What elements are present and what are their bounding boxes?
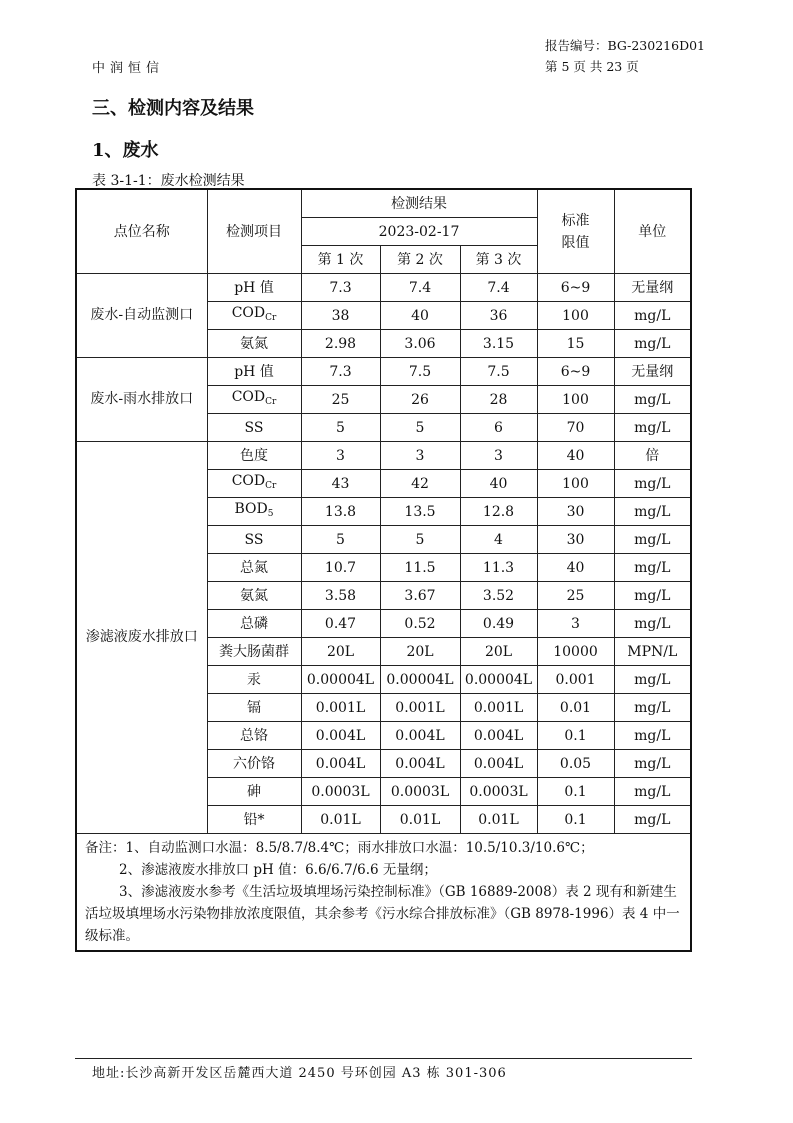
result-3-cell: 0.004L xyxy=(460,750,537,778)
item-subscript: Cr xyxy=(265,397,277,407)
standard-cell: 3 xyxy=(537,610,614,638)
item-name: 氨氮 xyxy=(240,587,268,604)
result-2-cell: 40 xyxy=(380,302,460,330)
table-caption: 表 3-1-1：废水检测结果 xyxy=(92,173,245,189)
item-cell xyxy=(207,386,301,414)
result-2-cell: 0.001L xyxy=(380,694,460,722)
result-2-cell: 0.01L xyxy=(380,806,460,834)
unit-cell: mg/L xyxy=(614,806,691,834)
item-name: 汞 xyxy=(247,671,261,688)
location-cell: 废水-自动监测口 xyxy=(76,274,207,358)
standard-cell: 25 xyxy=(537,582,614,610)
item-subscript: 5 xyxy=(267,509,274,519)
header-run-1: 第 1 次 xyxy=(301,246,380,274)
standard-cell: 30 xyxy=(537,498,614,526)
footer-address: 地址:长沙高新开发区岳麓西大道 2450 号环创园 A3 栋 301-306 xyxy=(92,1066,507,1081)
unit-cell: mg/L xyxy=(614,526,691,554)
footer-divider xyxy=(75,1058,692,1059)
unit-cell: mg/L xyxy=(614,694,691,722)
note-line1: 备注：1、自动监测口水温：8.5/8.7/8.4℃；雨水排放口水温：10.5/10.3/10.6℃； xyxy=(85,840,594,856)
item-cell xyxy=(207,470,301,498)
item-cell xyxy=(207,330,301,358)
result-2-cell: 11.5 xyxy=(380,554,460,582)
results-table-wrapper xyxy=(75,188,690,952)
unit-cell: mg/L xyxy=(614,778,691,806)
result-2-cell: 0.004L xyxy=(380,750,460,778)
standard-cell: 0.05 xyxy=(537,750,614,778)
item-cell xyxy=(207,694,301,722)
result-2-cell: 5 xyxy=(380,526,460,554)
result-3-cell: 20L xyxy=(460,638,537,666)
location-cell: 废水-雨水排放口 xyxy=(76,358,207,442)
item-cell xyxy=(207,302,301,330)
result-1-cell: 5 xyxy=(301,414,380,442)
result-1-cell: 7.3 xyxy=(301,274,380,302)
standard-cell: 10000 xyxy=(537,638,614,666)
result-1-cell: 0.0003L xyxy=(301,778,380,806)
result-2-cell: 0.52 xyxy=(380,610,460,638)
item-cell xyxy=(207,778,301,806)
table-row xyxy=(76,358,691,386)
item-cell xyxy=(207,358,301,386)
result-2-cell: 0.0003L xyxy=(380,778,460,806)
standard-cell: 6~9 xyxy=(537,358,614,386)
notes-row xyxy=(76,834,691,952)
unit-cell: 无量纲 xyxy=(614,358,691,386)
item-name: COD xyxy=(231,305,266,321)
result-3-cell: 7.4 xyxy=(460,274,537,302)
sub-title: 1、废水 xyxy=(92,140,159,161)
item-name: COD xyxy=(231,473,266,489)
unit-cell: mg/L xyxy=(614,302,691,330)
item-name: 粪大肠菌群 xyxy=(219,643,289,660)
item-cell xyxy=(207,666,301,694)
item-cell xyxy=(207,610,301,638)
header-location: 点位名称 xyxy=(76,189,207,274)
standard-cell: 0.1 xyxy=(537,722,614,750)
result-2-cell: 3 xyxy=(380,442,460,470)
result-3-cell: 12.8 xyxy=(460,498,537,526)
unit-cell: mg/L xyxy=(614,330,691,358)
item-cell xyxy=(207,526,301,554)
item-subscript: Cr xyxy=(265,481,277,491)
result-2-cell: 7.5 xyxy=(380,358,460,386)
item-cell xyxy=(207,638,301,666)
unit-cell: mg/L xyxy=(614,610,691,638)
unit-cell: mg/L xyxy=(614,414,691,442)
item-cell xyxy=(207,414,301,442)
result-1-cell: 13.8 xyxy=(301,498,380,526)
item-name: 氨氮 xyxy=(240,335,268,352)
result-1-cell: 38 xyxy=(301,302,380,330)
notes-cell xyxy=(76,834,691,952)
note-line3: 3、渗滤液废水参考《生活垃圾填埋场污染控制标准》（GB 16889-2008）表 2 现有和新建生活垃圾填埋场水污染物排放浓度限值，其余参考《污水综合排放标准》（GB 8978-1996）表 4 中一级标准。 xyxy=(85,884,680,944)
item-name: SS xyxy=(244,419,264,436)
item-name: 砷 xyxy=(247,783,261,800)
section-title: 三、检测内容及结果 xyxy=(92,98,254,119)
item-cell xyxy=(207,582,301,610)
result-3-cell: 11.3 xyxy=(460,554,537,582)
result-3-cell: 3.52 xyxy=(460,582,537,610)
item-cell xyxy=(207,554,301,582)
unit-cell: mg/L xyxy=(614,386,691,414)
item-cell xyxy=(207,498,301,526)
unit-cell: mg/L xyxy=(614,470,691,498)
company-name: 中润恒信 xyxy=(92,61,165,76)
location-cell: 渗滤液废水排放口 xyxy=(76,442,207,834)
item-name: 总氮 xyxy=(240,559,268,576)
item-name: 色度 xyxy=(240,447,268,464)
item-name: pH 值 xyxy=(234,279,274,296)
result-3-cell: 0.49 xyxy=(460,610,537,638)
report-number: 报告编号：BG-230216D01 xyxy=(545,38,706,53)
item-name: SS xyxy=(244,531,264,548)
result-2-cell: 3.67 xyxy=(380,582,460,610)
result-3-cell: 0.01L xyxy=(460,806,537,834)
item-name: BOD xyxy=(234,501,268,517)
result-3-cell: 0.0003L xyxy=(460,778,537,806)
result-3-cell: 0.004L xyxy=(460,722,537,750)
result-1-cell: 0.47 xyxy=(301,610,380,638)
standard-cell: 0.001 xyxy=(537,666,614,694)
item-cell xyxy=(207,806,301,834)
table-row xyxy=(76,442,691,470)
result-3-cell: 0.00004L xyxy=(460,666,537,694)
standard-cell: 6~9 xyxy=(537,274,614,302)
standard-cell: 100 xyxy=(537,386,614,414)
result-2-cell: 3.06 xyxy=(380,330,460,358)
unit-cell: MPN/L xyxy=(614,638,691,666)
result-3-cell: 3 xyxy=(460,442,537,470)
item-subscript: Cr xyxy=(265,313,277,323)
item-name: pH 值 xyxy=(234,363,274,380)
header-date: 2023-02-17 xyxy=(301,218,537,246)
item-name: 铅* xyxy=(243,811,265,828)
result-2-cell: 5 xyxy=(380,414,460,442)
unit-cell: mg/L xyxy=(614,498,691,526)
standard-cell: 0.1 xyxy=(537,778,614,806)
result-1-cell: 0.004L xyxy=(301,750,380,778)
results-table-body xyxy=(76,189,691,951)
standard-cell: 100 xyxy=(537,470,614,498)
header-unit: 单位 xyxy=(614,189,691,274)
result-2-cell: 42 xyxy=(380,470,460,498)
result-3-cell: 40 xyxy=(460,470,537,498)
unit-cell: mg/L xyxy=(614,554,691,582)
result-2-cell: 13.5 xyxy=(380,498,460,526)
page-number: 第 5 页 共 23 页 xyxy=(545,59,639,74)
result-1-cell: 3 xyxy=(301,442,380,470)
item-name: 六价铬 xyxy=(233,755,275,772)
item-name: COD xyxy=(231,389,266,405)
unit-cell: mg/L xyxy=(614,666,691,694)
result-2-cell: 26 xyxy=(380,386,460,414)
result-1-cell: 5 xyxy=(301,526,380,554)
standard-cell: 70 xyxy=(537,414,614,442)
result-3-cell: 28 xyxy=(460,386,537,414)
standard-cell: 30 xyxy=(537,526,614,554)
result-2-cell: 7.4 xyxy=(380,274,460,302)
header-item: 检测项目 xyxy=(207,189,301,274)
result-3-cell: 6 xyxy=(460,414,537,442)
note-line2: 2、渗滤液废水排放口 pH 值：6.6/6.7/6.6 无量纲； xyxy=(119,862,437,878)
results-table xyxy=(75,188,692,952)
result-1-cell: 0.01L xyxy=(301,806,380,834)
result-1-cell: 3.58 xyxy=(301,582,380,610)
standard-cell: 40 xyxy=(537,554,614,582)
standard-cell: 0.1 xyxy=(537,806,614,834)
table-row xyxy=(76,274,691,302)
unit-cell: 无量纲 xyxy=(614,274,691,302)
header-run-3: 第 3 次 xyxy=(460,246,537,274)
header-standard: 标准限值 xyxy=(537,189,614,274)
item-name: 镉 xyxy=(247,699,261,716)
item-cell xyxy=(207,274,301,302)
result-2-cell: 20L xyxy=(380,638,460,666)
result-3-cell: 36 xyxy=(460,302,537,330)
result-1-cell: 20L xyxy=(301,638,380,666)
result-3-cell: 3.15 xyxy=(460,330,537,358)
unit-cell: mg/L xyxy=(614,582,691,610)
standard-cell: 0.01 xyxy=(537,694,614,722)
item-cell xyxy=(207,442,301,470)
result-3-cell: 0.001L xyxy=(460,694,537,722)
result-1-cell: 10.7 xyxy=(301,554,380,582)
item-cell xyxy=(207,750,301,778)
result-3-cell: 4 xyxy=(460,526,537,554)
item-name: 总铬 xyxy=(240,727,268,744)
unit-cell: mg/L xyxy=(614,722,691,750)
standard-cell: 100 xyxy=(537,302,614,330)
result-1-cell: 7.3 xyxy=(301,358,380,386)
result-2-cell: 0.00004L xyxy=(380,666,460,694)
header-run-2: 第 2 次 xyxy=(380,246,460,274)
standard-cell: 15 xyxy=(537,330,614,358)
result-1-cell: 2.98 xyxy=(301,330,380,358)
unit-cell: mg/L xyxy=(614,750,691,778)
item-cell xyxy=(207,722,301,750)
header-result: 检测结果 xyxy=(301,189,537,218)
result-3-cell: 7.5 xyxy=(460,358,537,386)
result-1-cell: 25 xyxy=(301,386,380,414)
unit-cell: 倍 xyxy=(614,442,691,470)
result-1-cell: 43 xyxy=(301,470,380,498)
standard-cell: 40 xyxy=(537,442,614,470)
result-1-cell: 0.00004L xyxy=(301,666,380,694)
result-2-cell: 0.004L xyxy=(380,722,460,750)
result-1-cell: 0.004L xyxy=(301,722,380,750)
item-name: 总磷 xyxy=(240,615,268,632)
result-1-cell: 0.001L xyxy=(301,694,380,722)
